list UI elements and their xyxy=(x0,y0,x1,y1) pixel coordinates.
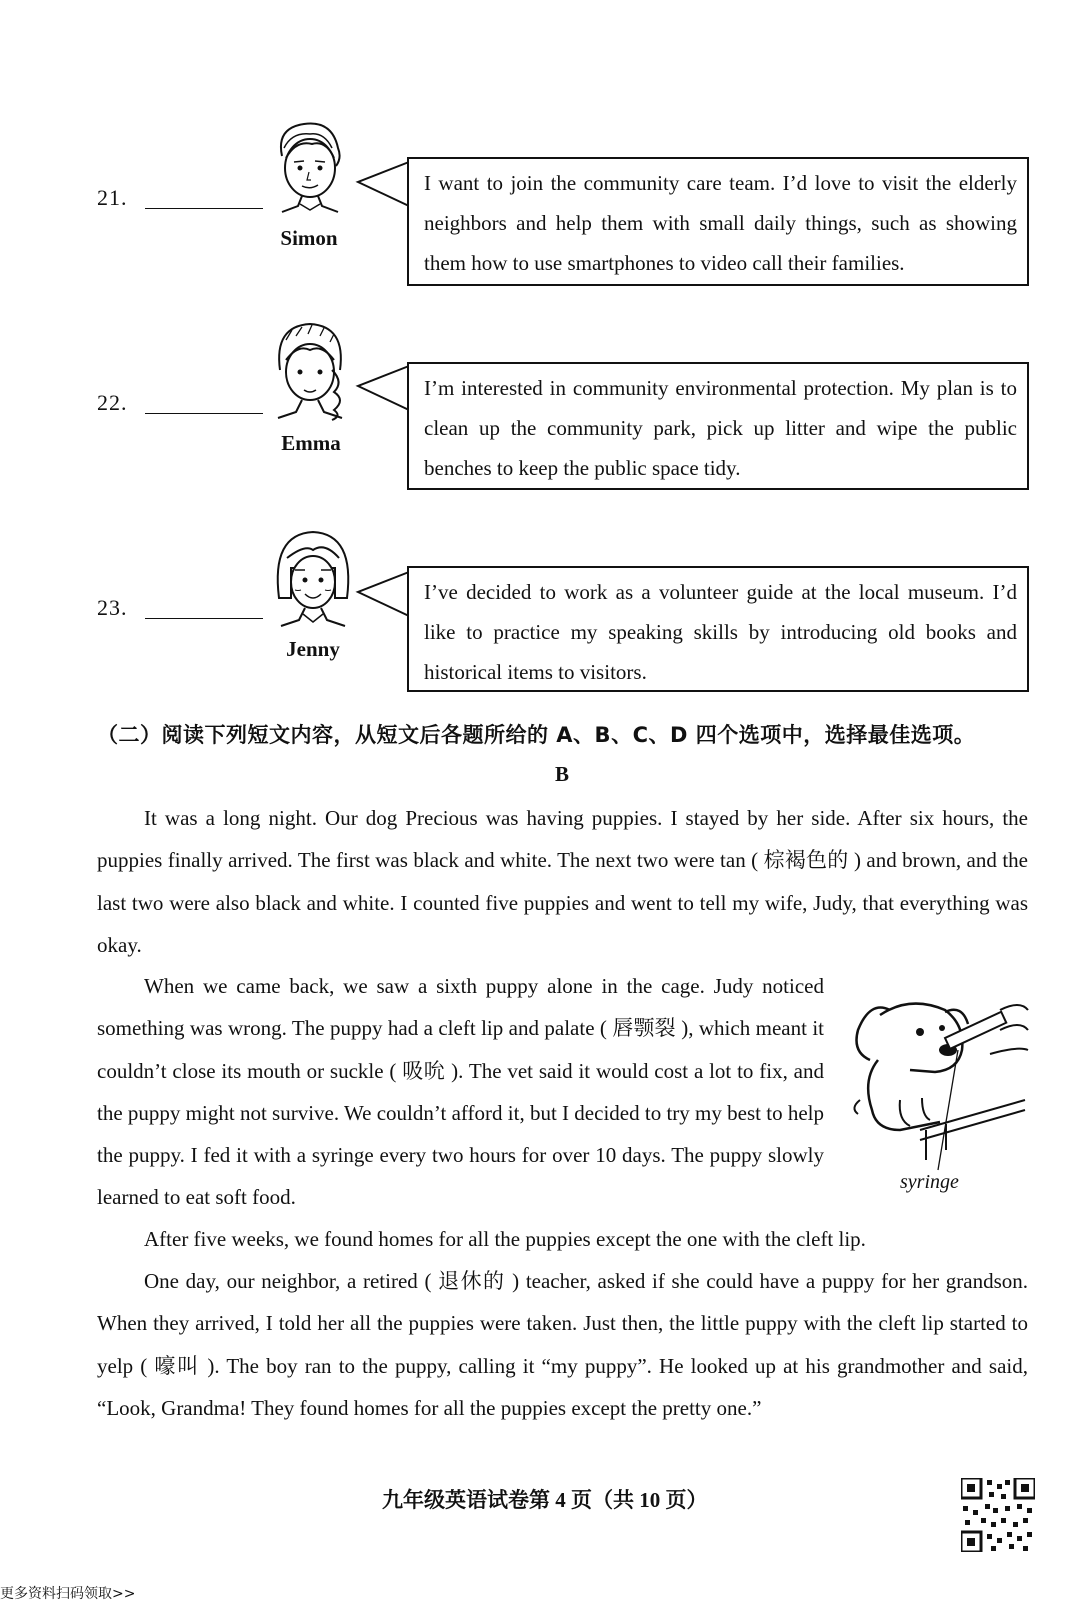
question-number-21: 21. xyxy=(97,185,128,210)
speaker-name-simon: Simon xyxy=(280,226,338,250)
question-number-23: 23. xyxy=(97,595,128,620)
avatar-simon xyxy=(262,118,357,218)
page-footer: 九年级英语试卷第 4 页（共 10 页） xyxy=(382,1488,708,1512)
passage-paragraph-2: When we came back, we saw a sixth puppy alone in the cage. Judy noticed something was wrong. The puppy had a cleft lip and palate ( 唇颚裂 ), which meant it couldn’t close its mouth or suckle ( 吸吮 ). The vet said it would cost a lot to fix, and the puppy might not survive. We couldn’t afford it, but I decided to try my best to help the puppy. I fed it with a syringe every two hours for over 10 days. The puppy slowly learned to eat soft food. xyxy=(97,974,824,1210)
answer-blank-21[interactable] xyxy=(145,208,263,209)
speech-bubble-23: I’ve decided to work as a volunteer guide at the local museum. I’d like to practice my speaking skills by introducing old books and historical items to visitors. xyxy=(407,566,1029,692)
speech-tail-23 xyxy=(356,570,412,620)
speech-tail-21 xyxy=(356,160,412,210)
speaker-name-jenny: Jenny xyxy=(286,637,340,661)
passage-title: B xyxy=(554,762,569,786)
puppy-syringe-illustration xyxy=(850,990,1030,1175)
section-instruction: （二）阅读下列短文内容，从短文后各题所给的 A、B、C、D 四个选项中，选择最佳选项。 xyxy=(97,723,976,747)
passage-paragraph-4: One day, our neighbor, a retired ( 退休的 ) teacher, asked if she could have a puppy for her grandson. When they arrived, I told her all the puppies were taken. Just then, the little puppy with the cleft lip started to yelp ( 嚎叫 ). The boy ran to the puppy, calling it “my puppy”. He looked up at his grandmother and said, “Look, Grandma! They found homes for all the puppies except the pretty one.” xyxy=(97,1269,1028,1420)
illustration-caption: syringe xyxy=(900,1171,959,1193)
avatar-jenny xyxy=(265,528,360,633)
qr-code[interactable] xyxy=(961,1478,1035,1552)
passage-paragraph-1: It was a long night. Our dog Precious was having puppies. I stayed by her side. After six hours, the puppies finally arrived. The first was black and white. The next two were tan ( 棕褐色的 ) and brown, and the last two were also black and white. I counted five puppies and went to tell my wife, Judy, that everything was okay. xyxy=(97,806,1028,957)
passage-paragraph-3: After five weeks, we found homes for all the puppies except the one with the cleft lip. xyxy=(144,1227,866,1251)
speech-bubble-21: I want to join the community care team. I’d love to visit the elderly neighbors and help them with small daily things, such as showing them how to use smartphones to video call their families. xyxy=(407,157,1029,286)
answer-blank-22[interactable] xyxy=(145,413,263,414)
question-number-22: 22. xyxy=(97,390,128,415)
speaker-name-emma: Emma xyxy=(281,431,341,455)
avatar-emma xyxy=(262,320,357,425)
answer-blank-23[interactable] xyxy=(145,618,263,619)
speech-bubble-22: I’m interested in community environmental protection. My plan is to clean up the community park, pick up litter and wipe the public benches to keep the public space tidy. xyxy=(407,362,1029,490)
speech-tail-22 xyxy=(356,364,412,414)
qr-note[interactable]: 更多资料扫码领取>> xyxy=(0,1586,136,1602)
puppy-syringe-drawing xyxy=(850,990,1030,1175)
